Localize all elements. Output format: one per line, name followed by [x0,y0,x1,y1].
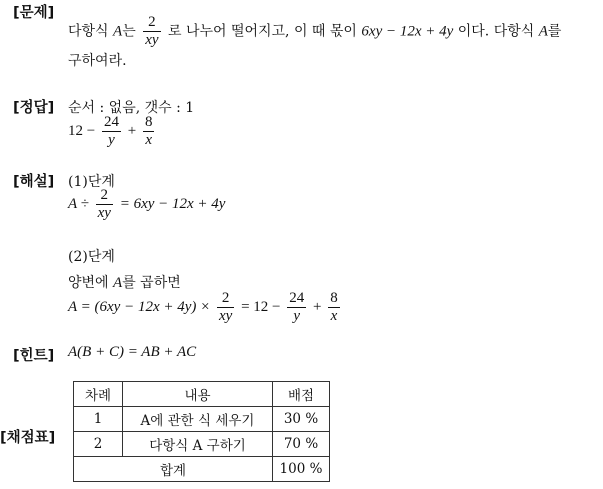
solution-eq1-num: 2 [96,187,113,205]
grading-header-row [74,382,330,407]
answer-expr-a: 12 − [68,122,96,139]
solution-eq2-frac-3 [328,290,340,325]
problem-frac-den: xy [145,32,159,48]
answer-plus: + [127,122,137,139]
grading-table [73,381,330,482]
solution-eq2-den-1: xy [219,308,233,324]
grading-header-score: 배점 [273,382,330,407]
problem-var-a: A [113,23,123,40]
solution-eq2-frac-2 [287,290,306,325]
answer-frac-2-num: 8 [144,114,153,130]
problem-text-b: 는 [122,23,136,40]
solution-eq2-num-2: 24 [289,290,305,306]
solution-eq2-den-3: x [330,308,338,324]
grading-row-1-order: 1 [74,407,123,432]
answer-frac-1 [102,114,121,149]
solution-eq2-num-3: 8 [330,290,338,306]
problem-text-c: 로 나누어 떨어지고, 이 때 몫이 [167,23,357,40]
solution-step2-text-b: 를 곱하면 [122,275,181,291]
problem-line-2: 구하여라. [68,53,127,69]
problem-text-a: 다항식 [68,23,109,40]
solution-eq1-right: = 6xy − 12x + 4y [119,195,226,212]
answer-expression [68,114,157,149]
hint-label: [힌트] [13,348,55,364]
grading-total-score: 100 % [273,457,330,482]
solution-eq2 [68,290,343,325]
answer-label: [정답] [13,100,55,116]
grading-total-label: 합계 [74,457,273,482]
solution-step2-var: A [113,275,123,291]
hint-expression [68,344,196,361]
solution-step2: (2)단계 [68,249,115,265]
problem-line-1 [68,14,561,49]
solution-eq2-frac-1 [217,290,234,325]
grading-total-row [74,457,330,482]
answer-frac-1-num: 24 [103,114,119,130]
solution-eq2-den-2: y [293,308,301,324]
grading-row-2-order: 2 [74,432,123,457]
solution-eq2-num-1: 2 [217,290,234,308]
grading-header-order: 차례 [74,382,123,407]
solution-eq2-left: A = (6xy − 12x + 4y) × [68,298,211,315]
answer-frac-2 [143,114,155,149]
problem-label: [문제] [13,5,55,21]
solution-eq1 [68,187,225,222]
problem-var-a2: A [538,23,548,40]
solution-step2-text-a: 양변에 [68,275,109,291]
problem-quotient: 6xy − 12x + 4y [361,23,454,40]
grading-row-1-score: 30 % [273,407,330,432]
problem-frac-num: 2 [143,14,160,32]
grading-row-2-content: 다항식 A 구하기 [123,432,273,457]
solution-eq1-left: A ÷ [68,195,89,212]
answer-meta: 순서 : 없음, 갯수 : 1 [68,100,195,116]
solution-step2-text [68,272,181,292]
solution-eq2-plus: + [313,298,322,315]
solution-eq1-den: xy [97,205,111,221]
solution-eq2-mid: = 12 − [241,298,281,315]
table-row [74,407,330,432]
answer-frac-1-den: y [108,132,115,148]
grading-label: [채점표] [0,430,56,446]
problem-text-e: 를 [547,23,562,40]
answer-frac-2-den: x [145,132,153,148]
grading-header-content: 내용 [123,382,273,407]
problem-text-d: 이다. 다항식 [457,23,535,40]
grading-row-1-content: A에 관한 식 세우기 [123,407,273,432]
hint-expr: A(B + C) = AB + AC [68,344,197,360]
grading-row-2-score: 70 % [273,432,330,457]
table-row [74,432,330,457]
solution-label: [해설] [13,174,55,190]
solution-step1: (1)단계 [68,174,115,190]
solution-eq1-frac [96,187,113,222]
problem-fraction [143,14,160,49]
